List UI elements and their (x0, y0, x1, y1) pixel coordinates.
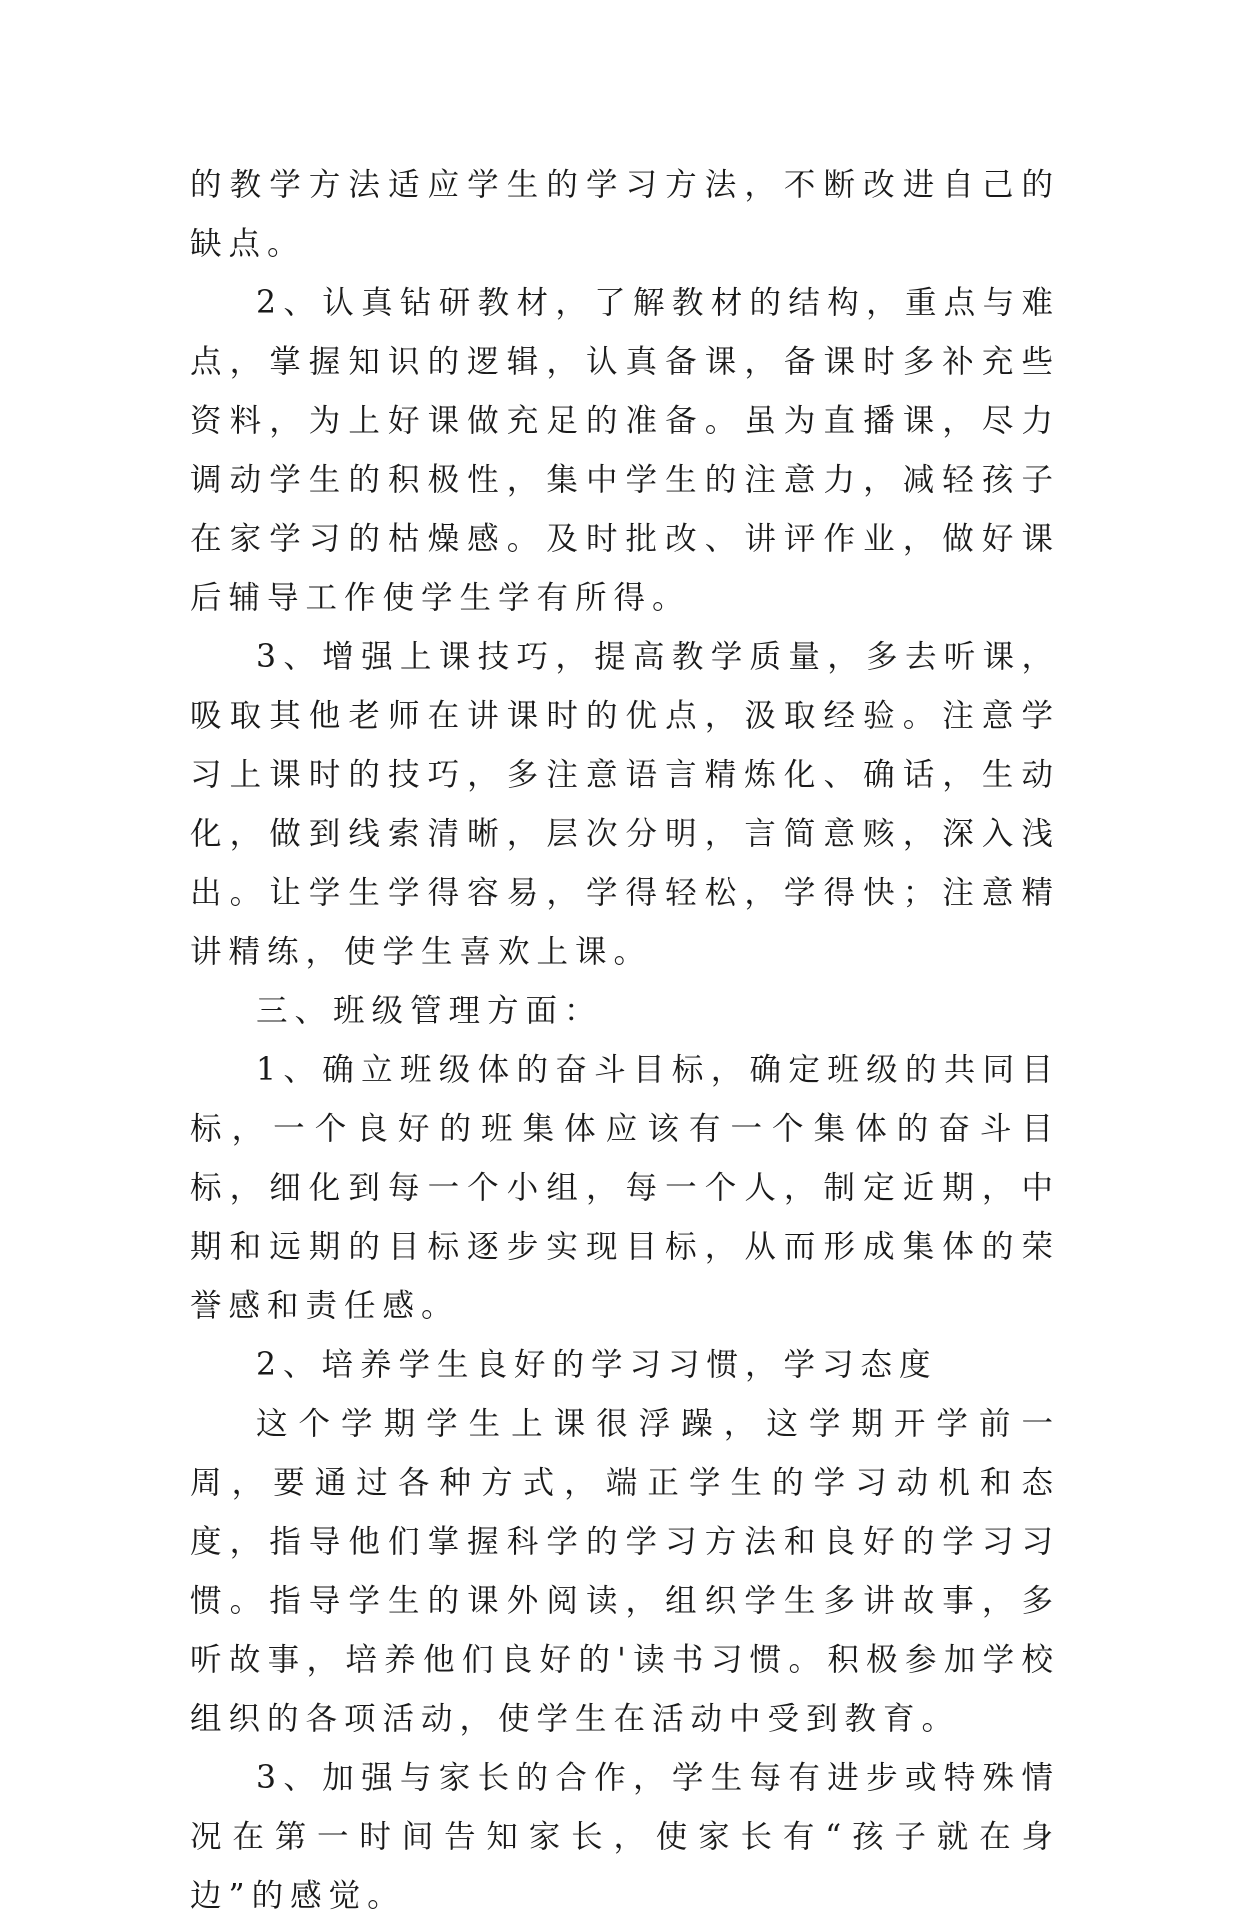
paragraph-item-2-textbook: 2、认真钻研教材，了解教材的结构，重点与难点，掌握知识的逻辑，认真备课，备课时多补充些资料，为上好课做充足的准备。虽为直播课，尽力调动学生的积极性，集中学生的注意力，减轻孩子在家学习的枯燥感。及时批改、讲评作业，做好课后辅导工作使学生学有所得。 (190, 285, 1060, 616)
paragraph-continuation: 的教学方法适应学生的学习方法，不断改进自己的缺点。 (190, 167, 1060, 262)
section-heading-class-management: 三、班级管理方面： (256, 993, 603, 1029)
paragraph-item-2-study-habits: 2、培养学生良好的学习习惯，学习态度 (256, 1347, 938, 1383)
paragraph-item-3-teaching-skills: 3、增强上课技巧，提高教学质量，多去听课，吸取其他老师在讲课时的优点，汲取经验。注意学习上课时的技巧，多注意语言精炼化、确话，生动化，做到线索清晰，层次分明，言简意赅，深入浅出。让学生学得容易，学得轻松，学得快；注意精讲精练，使学生喜欢上课。 (190, 639, 1060, 970)
document-body (190, 156, 1060, 1926)
paragraph-item-3-parent-cooperation: 3、加强与家长的合作，学生每有进步或特殊情况在第一时间告知家长，使家长有“孩子就在身边”的感觉。 (190, 1760, 1060, 1914)
paragraph-item-1-class-goals: 1、确立班级体的奋斗目标，确定班级的共同目标，一个良好的班集体应该有一个集体的奋斗目标，细化到每一个小组，每一个人，制定近期，中期和远期的目标逐步实现目标，从而形成集体的荣誉感和责任感。 (190, 1052, 1060, 1324)
paragraph-study-habits-detail: 这个学期学生上课很浮躁，这学期开学前一周，要通过各种方式，端正学生的学习动机和态度，指导他们掌握科学的学习方法和良好的学习习惯。指导学生的课外阅读，组织学生多讲故事，多听故事，培养他们良好的'读书习惯。积极参加学校组织的各项活动，使学生在活动中受到教育。 (190, 1406, 1060, 1737)
